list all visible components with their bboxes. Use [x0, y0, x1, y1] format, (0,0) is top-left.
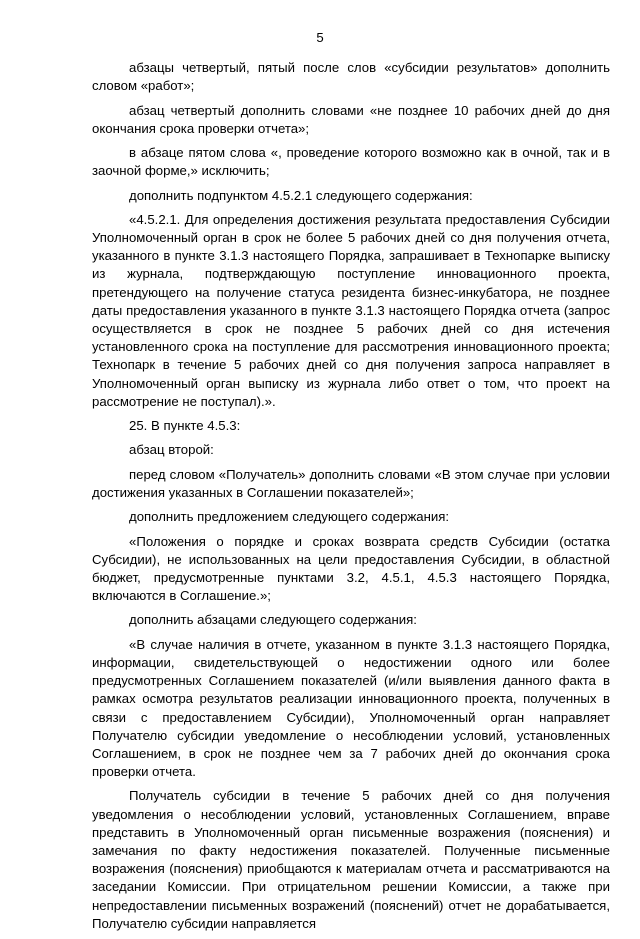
- paragraph: абзац четвертый дополнить словами «не позднее 10 рабочих дней до дня окончания срока проверки отчета»;: [92, 102, 610, 136]
- paragraph: в абзаце пятом слова «, проведение которого возможно как в очной, так и в заочной форме,» исключить;: [92, 145, 610, 179]
- page-number: 5: [316, 30, 324, 45]
- paragraph: абзацы четвертый, пятый после слов «субсидии результатов» дополнить словом «работ»;: [92, 60, 610, 94]
- paragraph: дополнить предложением следующего содержания:: [129, 509, 450, 525]
- paragraph: перед словом «Получатель» дополнить словами «В этом случае при условии достижения указанных в Соглашении показателей»;: [92, 466, 610, 500]
- paragraph: дополнить подпунктом 4.5.2.1 следующего содержания:: [129, 187, 473, 203]
- paragraph: «В случае наличия в отчете, указанном в пункте 3.1.3 настоящего Порядка, информации, свидетельствующей о недостижении одного или более предусмотренных Соглашением показателей (и/или выявления данного факта в рамках осмотра результатов реализации инновационного проекта, полученных в связи с предоставлением Субсидии), Уполномоченный орган направляет Получателю субсидии уведомление о несоблюдении условий, установленных Соглашением, в срок не позднее чем за 7 рабочих дней до окончания срока проверки отчета.: [92, 636, 610, 780]
- document-body: [92, 59, 610, 939]
- paragraph: 25. В пункте 4.5.3:: [129, 418, 241, 434]
- paragraph: «Положения о порядке и сроках возврата средств Субсидии (остатка Субсидии), не использованных на цели предоставления Субсидии, в областной бюджет, предусмотренные пунктами 3.2, 4.5.1, 4.5.3 настоящего Порядка, включаются в Соглашение.»;: [92, 533, 610, 604]
- paragraph: абзац второй:: [129, 442, 214, 458]
- paragraph: «4.5.2.1. Для определения достижения результата предоставления Субсидии Уполномоченный орган в срок не более 5 рабочих дней со дня получения отчета, указанного в пункте 3.1.3 настоящего Порядка, запрашивает в Технопарке выписку из журнала, подтверждающую поступление инновационного проекта, претендующего на получение статуса резидента бизнес-инкубатора, не позднее даты предоставления указанного в пункте 3.1.3 настоящего Порядка отчета (запрос осуществляется в срок не позднее 5 рабочих дней со дня истечения установленного срока на поступление для рассмотрения инновационного проекта; Технопарк в течение 5 рабочих дней со дня получения запроса направляет в Уполномоченный орган выписку из журнала либо ответ о том, что проект на рассмотрение не поступал).».: [92, 211, 610, 409]
- paragraph: дополнить абзацами следующего содержания:: [129, 612, 417, 628]
- paragraph: Получатель субсидии в течение 5 рабочих дней со дня получения уведомления о несоблюдении условий, установленных Соглашением, вправе представить в Уполномоченный орган письменные возражения (пояснения) и замечания по факту недостижения показателей. Полученные письменные возражения (пояснения) приобщаются к материалам отчета и рассматриваются на заседании Комиссии. При отрицательном решении Комиссии, а также при непредоставлении письменных возражений (пояснений) отчет не дорабатывается, Получателю субсидии направляется: [92, 788, 610, 931]
